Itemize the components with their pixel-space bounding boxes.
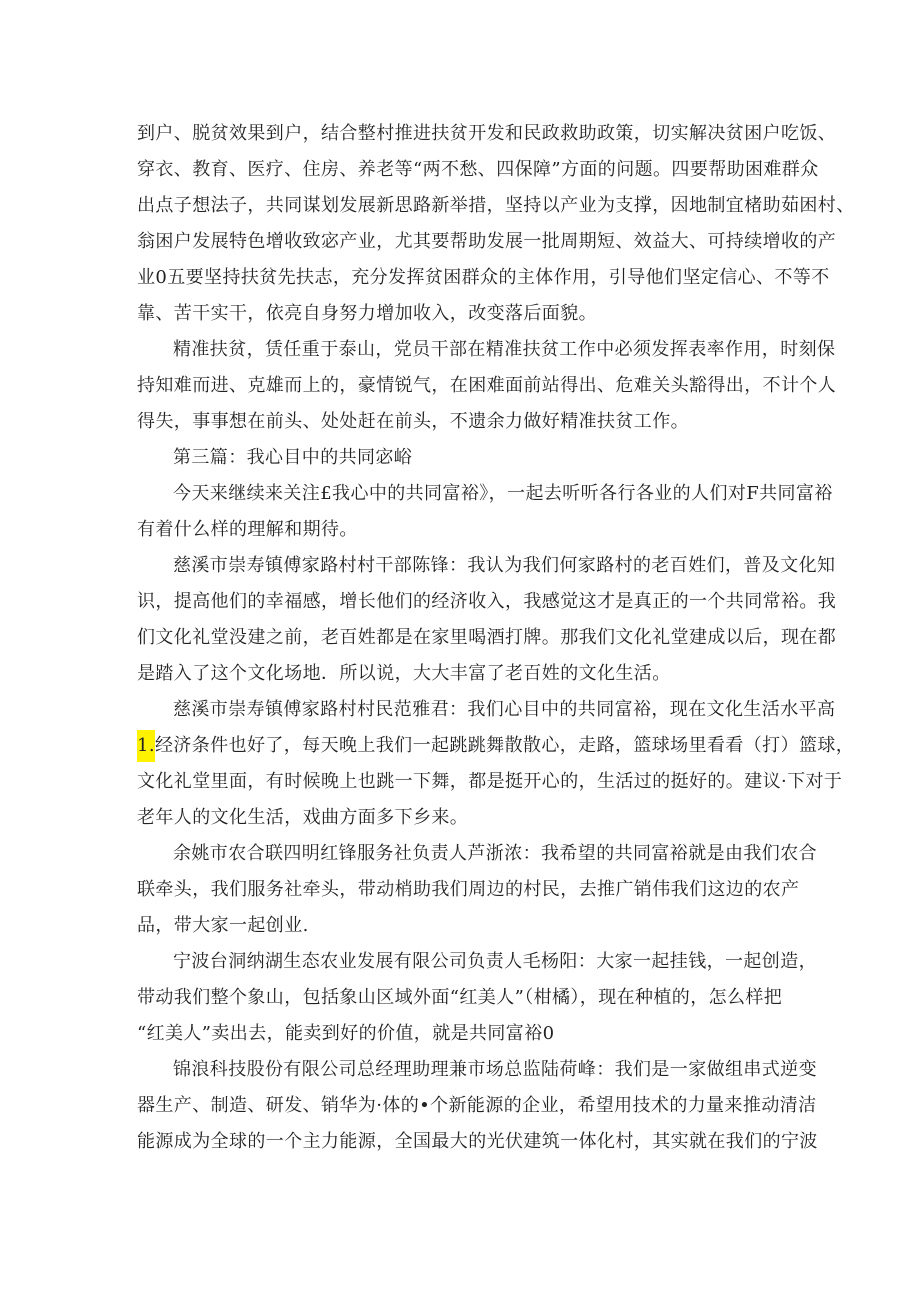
text-line: 联牵头，我们服务社牵头，带动梢助我们周边的村民，去推广销伟我们这边的农产 <box>137 879 800 900</box>
text-line: 宁波台洞纳湖生态农业发展有限公司负责人毛杨阳：大家一起挂钱，一起创造， <box>173 951 817 972</box>
text-line: 今天来继续来关注£我心中的共同富裕》，一起去听听各行各业的人们对F共同富裕 <box>173 483 833 504</box>
text-line: 余姚市农合联四明红锋服务社负责人芦浙浓：我希望的共同富裕就是由我们农合 <box>173 843 817 864</box>
paragraph-chen-feng <box>137 548 837 692</box>
paragraph-fan-yajun <box>137 692 855 836</box>
paragraph-mao-yangyang <box>137 944 817 1052</box>
text-line: 们文化礼堂没建之前，老百姓都是在家里喝酒打牌。那我们文化礼堂建成以后，现在都 <box>137 627 837 648</box>
paragraph-1 <box>137 116 855 332</box>
document-body <box>137 116 855 1160</box>
text-line: 识，提高他们的幸福感，增长他们的经济收入，我感觉这才是真正的一个共同常裕。我 <box>137 591 837 612</box>
text-line: 翁困户发展特色增收致宓产业，尤其要帮助发展一批周期短、效益大、可持续增收的产 <box>137 231 837 252</box>
section-title: 第三篇：我心目中的共同宓峪 <box>173 447 413 468</box>
text-line: “红美人”卖出去，能卖到好的价值，就是共同富裕0 <box>137 1023 555 1044</box>
text-line: 慈溪市崇寿镇傅家路村村民范雅君：我们心目中的共同富裕，现在文化生活水平高 <box>173 699 836 720</box>
text-line: 出点子想法子，共同谋划发展新思路新举措，坚持以产业为支撑，因地制宜楮助茹困村、 <box>137 195 855 216</box>
text-line: 得失，事事想在前头、处处赶在前头，不遗余力做好精准扶贫工作。 <box>137 411 689 432</box>
text-line: 有着什么样的理解和期待。 <box>137 519 358 540</box>
text-line: 慈溪市崇寿镇傅家路村村干部陈锋：我认为我们何家路村的老百姓们，普及文化知 <box>173 555 836 576</box>
text-line: 业0五要坚持扶贫先扶志，充分发挥贫困群众的主体作用，引导他们坚定信心、不等不 <box>137 267 830 288</box>
text-line: 穿衣、教育、医疗、住房、养老等“两不愁、四保障”方面的问题。四要帮助困难群众 <box>137 159 819 180</box>
text-line: 带动我们整个象山，包括象山区域外面“红美人”（柑橘），现在种植的，怎么样把 <box>137 987 783 1008</box>
text-line: 能源成为全球的一个主力能源，全国最大的光伏建筑一体化村，其实就在我们的宁波 <box>137 1131 818 1152</box>
text-line: 经济条件也好了，每天晚上我们一起跳跳舞散散心，走路，篮球场里看看（打）篮球， <box>154 735 855 756</box>
paragraph-lu-zhenong <box>137 836 817 944</box>
text-line: 精准扶贫，赁任重于泰山，党员干部在精准扶贫工作中必须发挥表率作用，时刻保 <box>173 339 836 360</box>
paragraph-intro <box>137 476 833 548</box>
highlight-marker: 1. <box>137 730 155 762</box>
text-line: 老年人的文化生活，戏曲方面多下乡来。 <box>137 807 469 828</box>
paragraph-2 <box>137 332 837 440</box>
text-line: 持知难而进、克雄而上的，豪情锐气，在困难面前站得出、危难关头豁得出，不计个人 <box>137 375 837 396</box>
text-line: 到户、脱贫效果到户，结合整村推进扶贫开发和民政救助政策，切实解决贫困户吃饭、 <box>137 123 837 144</box>
paragraph-lu-hefeng <box>137 1052 818 1160</box>
text-line: 品，带大家一起创业. <box>137 915 309 936</box>
text-line: 文化礼堂里面，有时候晚上也跳一下舞，都是挺开心的，生活过的挺好的。建议·下对于 <box>137 771 843 792</box>
text-line: 靠、苦干实干，依亮自身努力增加收入，改变落后面貌。 <box>137 303 597 324</box>
text-line: 器生产、制造、研发、销华为·体的•个新能源的企业，希望用技术的力量来推动清洁 <box>137 1095 817 1116</box>
text-line: 锦浪科技股份有限公司总经理助理兼市场总监陆荷峰：我们是一家做组串式逆变 <box>173 1059 817 1080</box>
text-line: 是踏入了这个文化场地．所以说，大大丰富了老百姓的文化生活。 <box>137 663 671 684</box>
text-line-highlighted <box>137 728 855 764</box>
section-heading <box>137 440 787 476</box>
